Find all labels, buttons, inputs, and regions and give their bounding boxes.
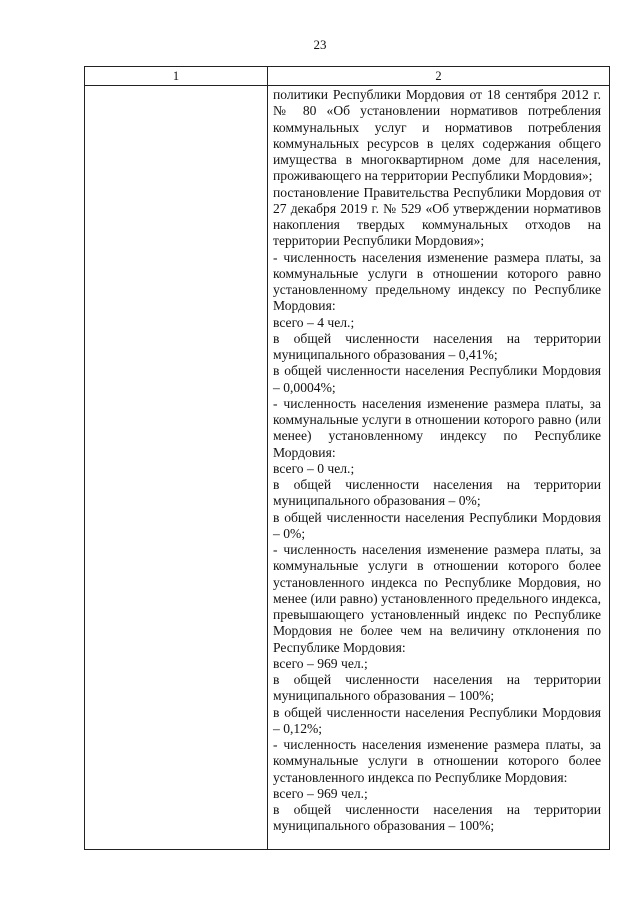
text-paragraph: всего – 0 чел.; [273,460,355,476]
text-paragraph: всего – 969 чел.; [273,655,368,671]
text-paragraph: в общей численности населения Республики Мордовия – 0%; [273,509,601,541]
header-divider [85,85,609,86]
text-paragraph: в общей численности населения на территории муниципального образования – 100%; [273,802,601,834]
document-table [84,66,610,850]
text-paragraph: - численность населения изменение размера платы, за коммунальные услуги в отношении которого равно (или менее) установленному индексу по Республике Мордовия: [273,395,601,460]
text-paragraph: - численность населения изменение размера платы, за коммунальные услуги в отношении которого более установленного индекса по Республике Мордовия, но менее (или равно) установленного предельного индекса, превышающего установленный индекс по Республике Мордовия не более чем на величину отклонения по Республике Мордовия: [273,542,601,655]
text-paragraph: - численность населения изменение размера платы, за коммунальные услуги в отношении которого более установленного индекса по Республике Мордовия: [273,737,601,785]
text-paragraph: в общей численности населения Республики Мордовия – 0,0004%; [273,363,601,395]
text-paragraph: всего – 969 чел.; [273,785,368,801]
text-paragraph: в общей численности населения на территории муниципального образования – 0,41%; [273,330,601,362]
column-2-content [273,87,601,835]
text-paragraph: всего – 4 чел.; [273,314,355,330]
column-divider [267,67,268,849]
text-paragraph: в общей численности населения на территории муниципального образования – 0%; [273,477,601,509]
text-paragraph: в общей численности населения Республики Мордовия – 0,12%; [273,704,601,736]
page-number: 23 [313,37,327,52]
column-header-1: 1 [172,69,180,83]
text-paragraph: в общей численности населения на территории муниципального образования – 100%; [273,672,601,704]
column-header-2: 2 [435,69,442,83]
text-paragraph: - численность населения изменение размера платы, за коммунальные услуги в отношении которого равно установленному предельному индексу по Республике Мордовия: [273,249,601,314]
text-paragraph: политики Республики Мордовия от 18 сентября 2012 г. № 80 «Об установлении нормативов потребления коммунальных услуг и нормативов потребления коммунальных ресурсов в целях содержания общего имущества в многоквартирном доме для населения, проживающего на территории Республики Мордовия»; [273,87,601,184]
text-paragraph: постановление Правительства Республики Мордовия от 27 декабря 2019 г. № 529 «Об утверждении нормативов накопления твердых коммунальных отходов на территории Республики Мордовия»; [273,184,601,249]
